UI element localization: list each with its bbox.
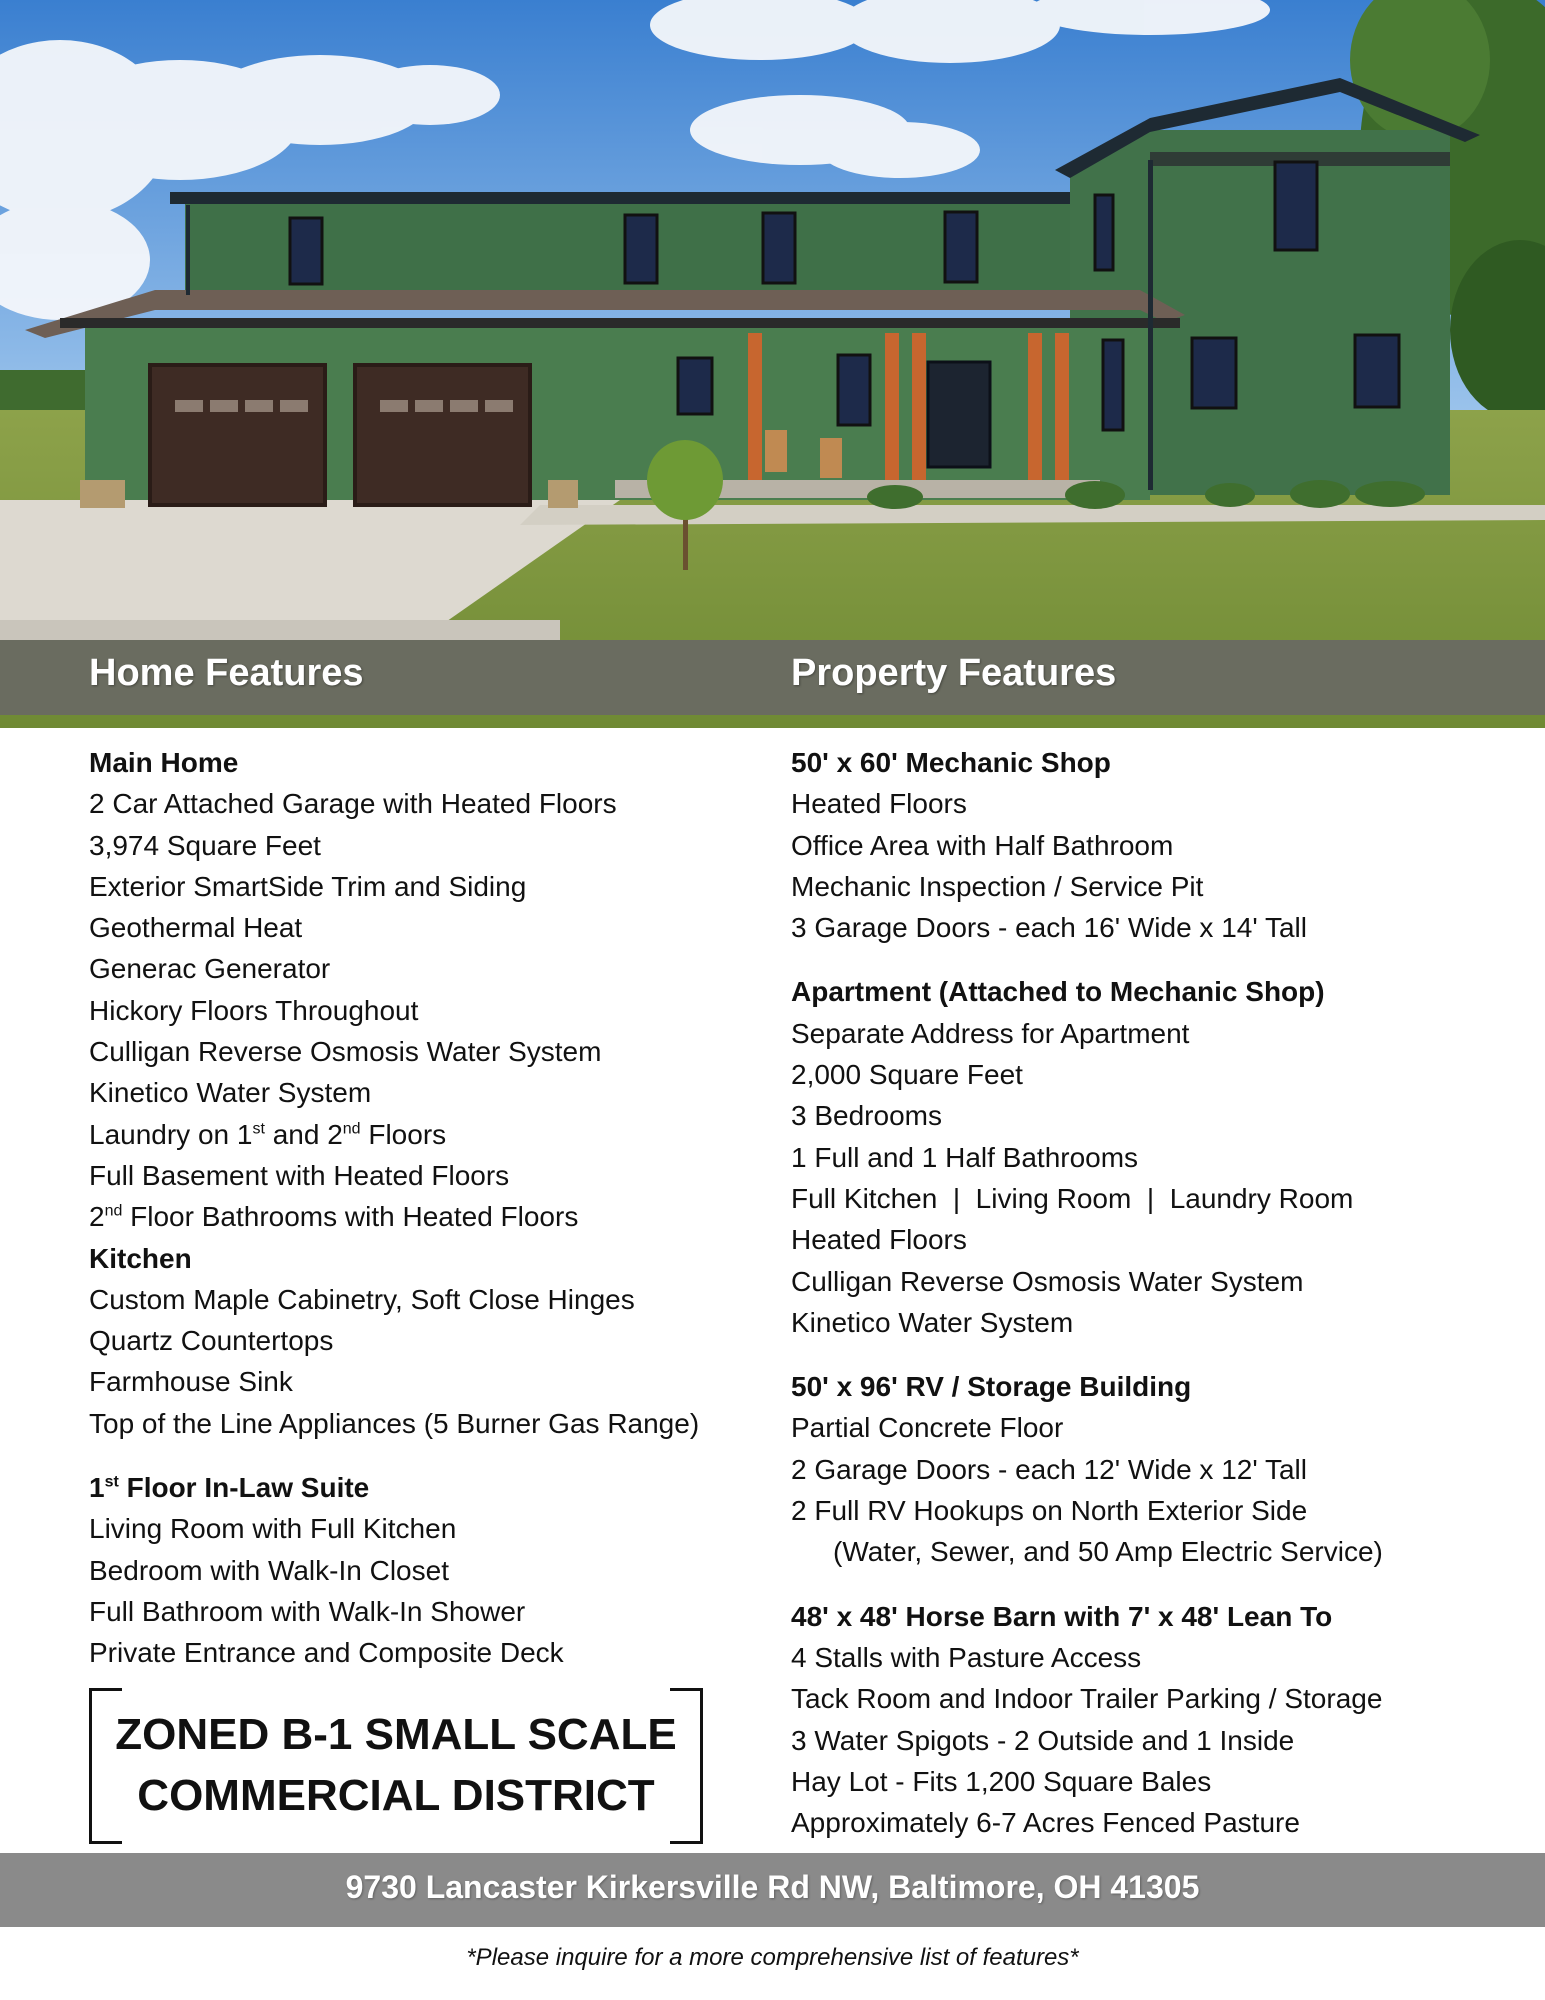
feature-item: Kinetico Water System [791,1306,1074,1338]
heading-text: 1 [89,1472,105,1504]
zoning-line-2: COMMERCIAL DISTRICT [137,1771,655,1820]
bathrooms-text: Floor Bathrooms with Heated Floors [122,1201,579,1233]
rv-storage-heading: 50' x 96' RV / Storage Building [791,1371,1192,1403]
feature-item: Heated Floors [791,1224,967,1256]
main-home-heading: Main Home [89,747,239,778]
in-law-suite-heading [89,1467,779,1508]
laundry-text: Laundry on 1 [89,1118,253,1150]
feature-item: 3,974 Square Feet [89,829,321,861]
feature-item: Approximately 6-7 Acres Fenced Pasture [791,1807,1300,1839]
superscript: nd [342,1120,361,1138]
bathrooms-item [89,1196,779,1237]
feature-item: Office Area with Half Bathroom [791,829,1174,861]
feature-item: Kinetico Water System [89,1077,372,1109]
superscript: st [252,1120,265,1138]
feature-item: Custom Maple Cabinetry, Soft Close Hinges [89,1283,635,1315]
feature-item: Bedroom with Walk-In Closet [89,1554,449,1586]
heading-text: Floor In-Law Suite [118,1472,370,1504]
feature-item: 2,000 Square Feet [791,1059,1023,1091]
feature-item: 3 Garage Doors - each 16' Wide x 14' Tall [791,912,1307,944]
feature-item: 2 Car Attached Garage with Heated Floors [89,788,617,820]
feature-item: Separate Address for Apartment [791,1017,1190,1049]
feature-item: Tack Room and Indoor Trailer Parking / Storage [791,1683,1383,1715]
superscript: st [104,1473,119,1491]
property-features-title: Property Features [791,652,1117,694]
feature-item: Generac Generator [89,953,331,985]
feature-item: Geothermal Heat [89,912,303,944]
hero-photo [0,0,1545,728]
feature-item: 2 Garage Doors - each 12' Wide x 12' Tall [791,1453,1307,1485]
feature-item: Hay Lot - Fits 1,200 Square Bales [791,1765,1212,1797]
feature-item: Culligan Reverse Osmosis Water System [791,1265,1304,1297]
feature-item: 4 Stalls with Pasture Access [791,1641,1142,1673]
feature-item: Farmhouse Sink [89,1366,293,1398]
apartment-heading: Apartment (Attached to Mechanic Shop) [791,976,1325,1008]
feature-item: 3 Bedrooms [791,1100,942,1132]
feature-item: Quartz Countertops [89,1325,334,1357]
feature-item: Hickory Floors Throughout [89,994,419,1026]
feature-item: 1 Full and 1 Half Bathrooms [791,1141,1139,1173]
feature-item: Top of the Line Appliances (5 Burner Gas Range) [89,1407,700,1439]
feature-item: Living Room with Full Kitchen [89,1513,457,1545]
feature-item: Full Bathroom with Walk-In Shower [89,1595,526,1627]
feature-item: 3 Water Spigots - 2 Outside and 1 Inside [791,1724,1295,1756]
feature-item: Heated Floors [791,788,967,820]
address-band [0,1853,1545,1927]
laundry-item [89,1114,779,1155]
horse-barn-heading: 48' x 48' Horse Barn with 7' x 48' Lean To [791,1600,1333,1632]
feature-item: 2 Full RV Hookups on North Exterior Side [791,1495,1308,1527]
feature-item: Partial Concrete Floor [791,1412,1064,1444]
feature-item: Exterior SmartSide Trim and Siding [89,870,527,902]
home-features-title: Home Features [89,652,364,694]
zoning-line-1: ZONED B-1 SMALL SCALE [115,1710,677,1759]
laundry-text: and 2 [264,1118,343,1150]
home-features-column [89,742,779,1674]
mechanic-shop-heading: 50' x 60' Mechanic Shop [791,747,1111,778]
feature-item: Full Kitchen | Living Room | Laundry Room [791,1182,1354,1214]
feature-item: (Water, Sewer, and 50 Amp Electric Service) [833,1536,1383,1568]
feature-item: Private Entrance and Composite Deck [89,1637,564,1669]
bathrooms-text: 2 [89,1201,105,1233]
property-features-column [791,742,1491,1843]
feature-item: Culligan Reverse Osmosis Water System [89,1036,602,1068]
section-header-band [0,640,1545,715]
feature-item: Mechanic Inspection / Service Pit [791,870,1204,902]
inquiry-note: *Please inquire for a more comprehensive list of features* [466,1944,1079,1971]
superscript: nd [104,1202,123,1220]
laundry-text: Floors [360,1118,447,1150]
zoning-callout [89,1688,703,1844]
property-address: 9730 Lancaster Kirkersville Rd NW, Baltimore, OH 41305 [345,1869,1200,1905]
house-illustration [0,0,1545,728]
kitchen-heading: Kitchen [89,1242,192,1274]
feature-item: Full Basement with Heated Floors [89,1159,510,1191]
